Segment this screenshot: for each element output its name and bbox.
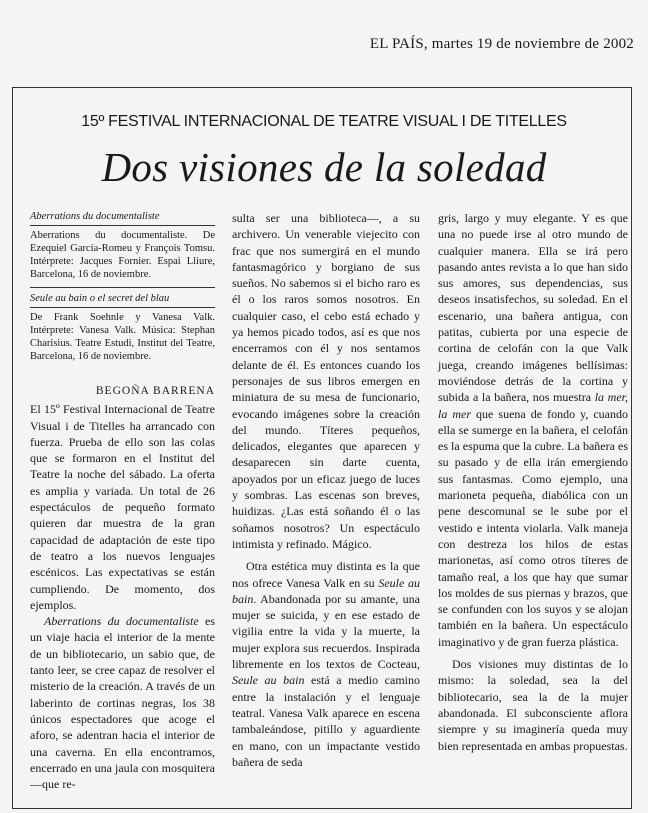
info-title-1: Aberrations du documentaliste bbox=[30, 210, 215, 226]
paragraph-text: es un viaje hacia el interior de la mente de un bibliotecario, un sabio que, de tanto leer, se cree capaz de resolver el misterio de la creación. A través de un laberinto de cortinas negras, los 38 únicos espectadores que acoge el aforo, se adentran hacia el interior de una caverna. En ella encontramos, encerrado en una jaula con mosquitera —que re- bbox=[30, 614, 216, 792]
paragraph: El 15º Festival Internacional de Teatre Visual i de Titelles ha arrancado con fuerza. Prueba de ello son las colas que se formaron en el Institut del Teatre la noche del sábado. La oferta es amplia y variada. Un total de 26 espectáculos de pequeño formato quieren dar muestra de la gran capacidad de adaptación de este tipo de teatro a los nuevos lenguajes escénicos. Las expectativas se están cumpliendo. De momento, dos ejemplos. bbox=[30, 402, 215, 612]
info-body-1: Aberrations du documentaliste. De Ezequiel García-Romeu y François Tomsu. Intérprete: Jacques Fornier. Espai Lliure, Barcelona, 16 de noviembre. bbox=[30, 230, 215, 280]
paragraph-text: está a medio camino entre la instalación y el lenguaje teatral. Vanesa Valk aparece en escena tambaleándose, pitillo y aguardiente en mano, con un impactante vestido bañera de seda bbox=[232, 673, 420, 769]
info-title-2: Seule au bain o el secret del blau bbox=[30, 292, 215, 308]
byline: BEGOÑA BARRENA bbox=[95, 385, 215, 397]
paragraph bbox=[438, 210, 628, 650]
column-1 bbox=[30, 210, 215, 792]
info-body-2: De Frank Soehnle y Vanesa Valk. Intérprete: Vanesa Valk. Música: Stephan Charisius. Teatre Estudi, Institut del Teatre, Barcelona, 16 de noviembre. bbox=[30, 312, 215, 362]
paragraph-text: que suena de fondo y, cuando ella se sumerge en la bañera, el celofán es la espuma que la cubre. La bañera es su pasado y de ella irán emergiendo sus fantasmas. Como ejemplo, una marioneta pequeña, diabólica con un pene descomunal se le sube por el vestido e intenta violarla. Valk maneja con destreza los hilos de estas marionetas, así como otros títeres de tamaño real, a los que hay que sumar los moldes de sus piernas y brazos, que se confunden con los suyos y se alojan también en la bañera. Un espectáculo imaginativo y de gran fuerza plástica. bbox=[438, 406, 629, 649]
paragraph bbox=[30, 613, 215, 792]
festival-kicker: 15º FESTIVAL INTERNACIONAL DE TEATRE VISUAL I DE TITELLES bbox=[81, 113, 567, 130]
song-title: la mer, la mer bbox=[438, 390, 628, 421]
paragraph-text: . Abandonada por su amante, una mujer se suicida, y en ese estado de vigilia entre la vida y la muerte, la mujer explora sus recuerdos. Inspirada libremente en los textos de Cocteau, bbox=[232, 591, 420, 672]
show-title: Aberrations du documentaliste bbox=[44, 614, 199, 629]
show-title: Seule au bain bbox=[232, 673, 305, 688]
info-divider bbox=[30, 287, 215, 288]
paragraph: Dos visiones muy distintas de lo mismo: la soledad, sea la del bibliotecario, sea la de la mujer abandonada. El subconsciente aflora siempre y su imaginería queda muy bien representada en ambas propuestas. bbox=[438, 657, 628, 753]
show-title: Seule au bain bbox=[232, 575, 420, 606]
article-headline: Dos visiones de la soledad bbox=[101, 144, 547, 190]
paragraph-text: gris, largo y muy elegante. Y es que una no puede irse al otro mundo de cualquier manera. Ella se irá pero pasando antes revista a lo que han sido sus amores, sus dependencias, sus deseos insatisfechos, su soledad. En el escenario, una bañera antigua, con patitas, cubierta por una especie de cortina de celofán con la que Valk juega, creando imágenes bellísimas: moviéndose detrás de la cortina y subida a la bañera, nos muestra bbox=[438, 211, 628, 405]
newspaper-masthead: EL PAÍS, martes 19 de noviembre de 2002 bbox=[369, 36, 634, 52]
paragraph-text: Otra estética muy distinta es la que nos ofrece Vanesa Valk en su bbox=[232, 559, 420, 590]
column-2 bbox=[232, 210, 420, 770]
column-3 bbox=[438, 210, 628, 754]
paragraph: sulta ser una biblioteca—, a su archivero. Un venerable viejecito con frac que nos sumergirá en el mundo fantasmagórico y borgiano de sus sueños. No sabemos si el bicho raro es él o los raros somos nosotros. En cualquier caso, el cebo está echado y ya hemos picado todos, así es que nos encerramos con él y nos sentamos delante de él. Es entonces cuando los personajes de sus libros emergen en miniatura de su mesa de funcionario, evocando imágenes sobre la creación del mundo. Títeres pequeños, delicados, elegantes que aparecen y desaparecen sin darte cuenta, apoyados por un eficaz juego de luces y sombras. Las escenas son breves, huidizas. ¿Las está soñando él o las soñamos nosotros? Un espectáculo intimista y refinado. Mágico. bbox=[232, 211, 420, 551]
info-box bbox=[30, 210, 215, 363]
paragraph bbox=[232, 558, 420, 770]
